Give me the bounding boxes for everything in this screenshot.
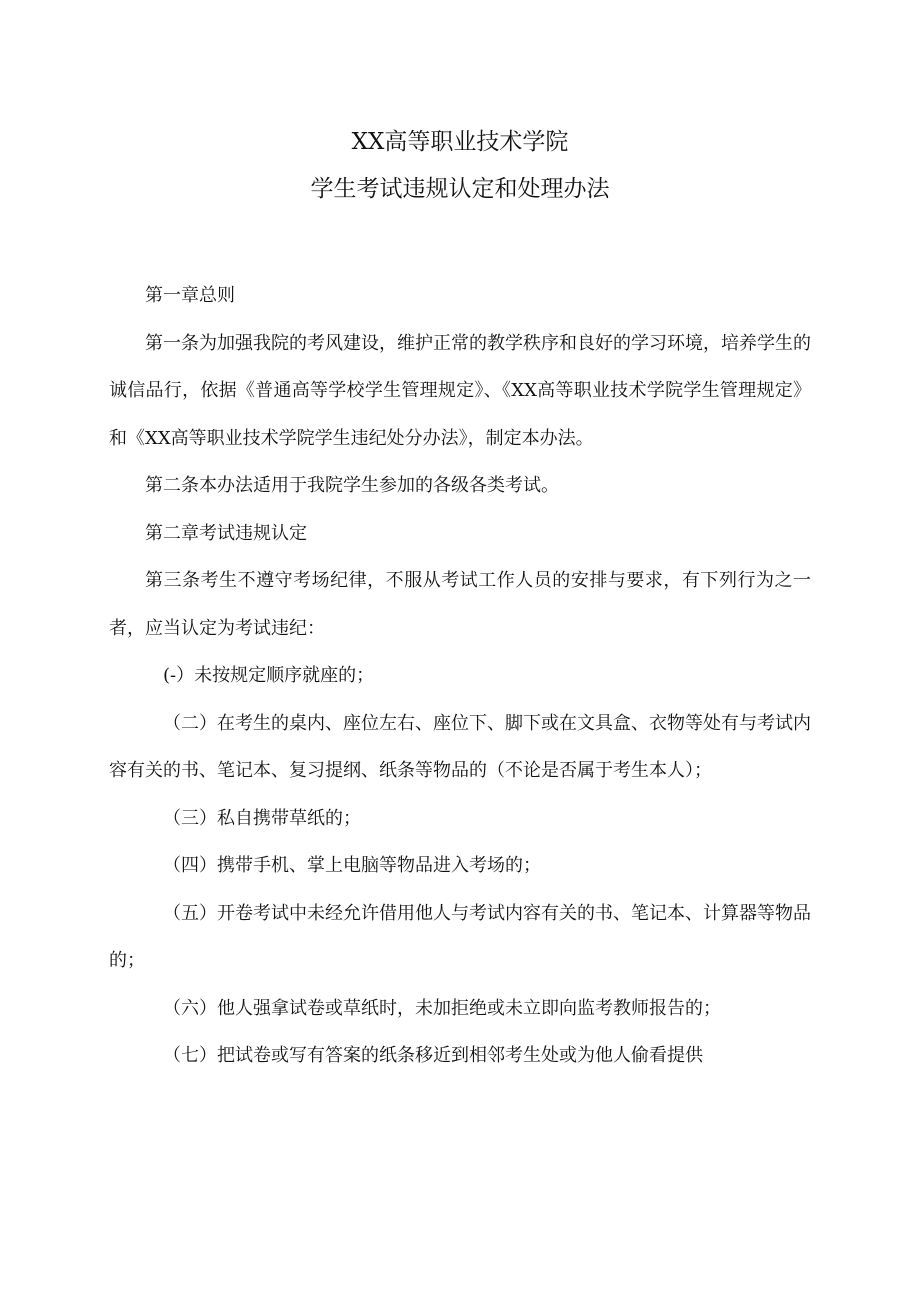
article-3: 第三条考生不遵守考场纪律，不服从考试工作人员的安排与要求，有下列行为之一者，应当认定为考试违纪： [109,570,811,639]
chapter-heading-2: 第二章考试违规认定 [145,522,307,544]
list-item-4: （四）携带手机、掌上电脑等物品进入考场的； [163,855,541,876]
list-item-3: （三）私自携带草纸的； [163,807,361,829]
list-item-6: （六）他人强拿试卷或草纸时，未加拒绝或未立即向监考教师报告的； [163,997,721,1019]
document-title-line1: XX高等职业技术学院 [351,129,569,155]
list-item-5: （五）开卷考试中未经允许借用他人与考试内容有关的书、笔记本、计算器等物品的； [109,902,811,971]
list-item-1: (-）未按规定顺序就座的； [163,665,375,686]
document-title-line2: 学生考试违规认定和处理办法 [310,176,610,202]
article-2: 第二条本办法适用于我院学生参加的各级各类考试。 [145,475,559,496]
chapter-heading-1: 第一章总则 [145,285,235,306]
list-item-2: （二）在考生的桌内、座位左右、座位下、脚下或在文具盒、衣物等处有与考试内容有关的书、笔记本、复习提纲、纸条等物品的（不论是否属于考生本人）； [109,712,811,781]
document-body [109,272,811,1080]
article-1: 第一条为加强我院的考风建设，维护正常的教学秩序和良好的学习环境，培养学生的诚信品行，依据《普通高等学校学生管理规定》、《XX高等职业技术学院学生管理规定》和《XX高等职业技术学院学生违纪处分办法》，制定本办法。 [109,332,811,449]
list-item-7: （七）把试卷或写有答案的纸条移近到相邻考生处或为他人偷看提供 [163,1045,703,1066]
